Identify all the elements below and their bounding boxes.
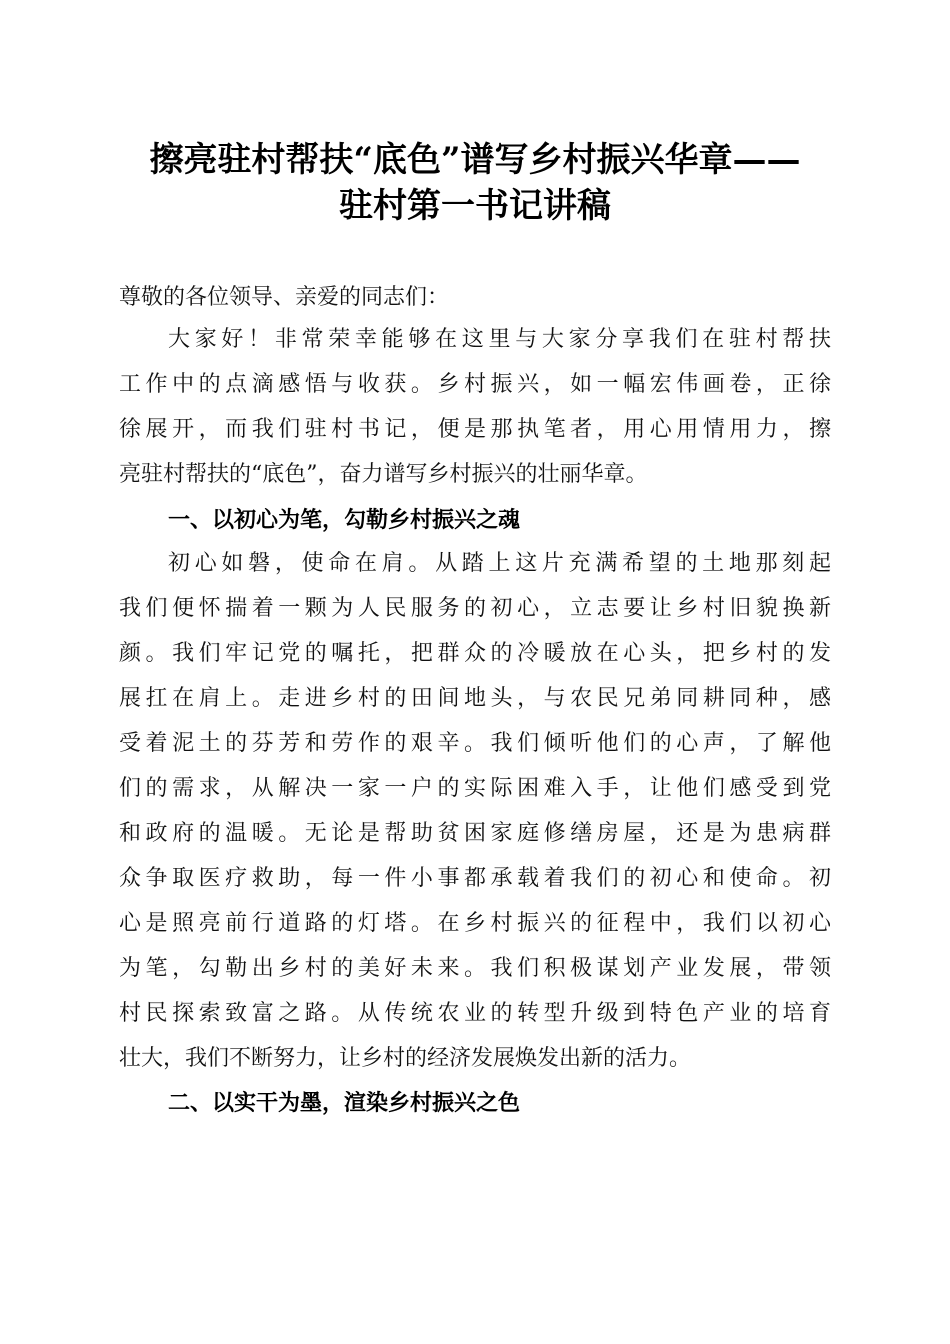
section1-line: 为笔，勾勒出乡村的美好未来。我们积极谋划产业发展，带领: [119, 956, 831, 981]
document-title-line1: 擦亮驻村帮扶“底色”谱写乡村振兴华章——: [149, 140, 801, 180]
section1-line: 我们便怀揣着一颗为人民服务的初心，立志要让乡村旧貌换新: [119, 596, 831, 621]
section1-line: 受着泥土的芬芳和劳作的艰辛。我们倾听他们的心声，了解他: [119, 731, 831, 756]
intro-line: 工作中的点滴感悟与收获。乡村振兴，如一幅宏伟画卷，正徐: [119, 372, 831, 397]
section1-line: 初心如磐，使命在肩。从踏上这片充满希望的土地那刻起: [168, 551, 831, 576]
salutation: 尊敬的各位领导、亲爱的同志们：: [119, 285, 450, 310]
section1-line: 们的需求，从解决一家一户的实际困难入手，让他们感受到党: [119, 776, 831, 801]
section1-line: 众争取医疗救助，每一件小事都承载着我们的初心和使命。初: [119, 866, 831, 891]
section1-line: 颜。我们牢记党的嘱托，把群众的冷暖放在心头，把乡村的发: [119, 641, 831, 666]
intro-line: 亮驻村帮扶的“底色”，奋力谱写乡村振兴的壮丽华章。: [119, 462, 648, 487]
document-title-line2: 驻村第一书记讲稿: [339, 186, 611, 226]
section2-heading: 二、以实干为墨，渲染乡村振兴之色: [168, 1091, 521, 1116]
section1-line: 展扛在肩上。走进乡村的田间地头，与农民兄弟同耕同种，感: [119, 686, 831, 711]
section1-line: 和政府的温暖。无论是帮助贫困家庭修缮房屋，还是为患病群: [119, 821, 831, 846]
section1-line: 村民探索致富之路。从传统农业的转型升级到特色产业的培育: [119, 1001, 831, 1026]
section1-heading: 一、以初心为笔，勾勒乡村振兴之魂: [168, 508, 521, 533]
section1-line: 心是照亮前行道路的灯塔。在乡村振兴的征程中，我们以初心: [119, 911, 831, 936]
section1-line: 壮大，我们不断努力，让乡村的经济发展焕发出新的活力。: [119, 1046, 692, 1071]
intro-line: 徐展开，而我们驻村书记，便是那执笔者，用心用情用力，擦: [119, 417, 831, 442]
intro-line: 大家好！非常荣幸能够在这里与大家分享我们在驻村帮扶: [168, 327, 831, 352]
